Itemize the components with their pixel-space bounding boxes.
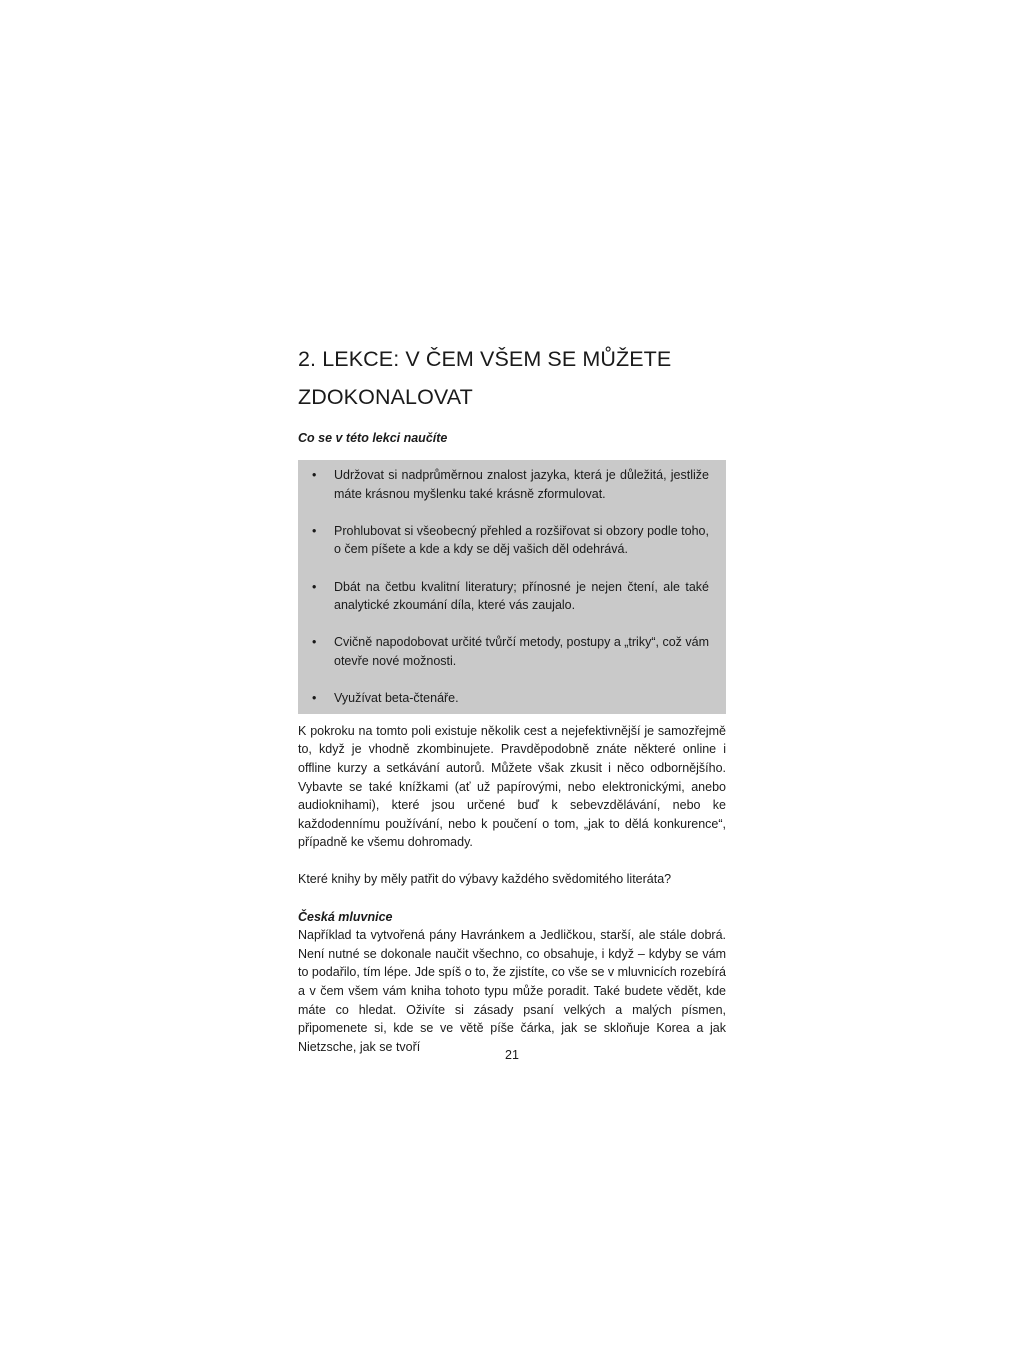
bullet-icon: • bbox=[312, 468, 317, 482]
goal-item bbox=[310, 522, 709, 559]
goal-item bbox=[310, 578, 709, 615]
goal-text: Udržovat si nadprůměrnou znalost jazyka, která je důležitá, jestliže máte krásnou myšlenku také krásně zformulovat. bbox=[334, 468, 709, 501]
learn-heading: Co se v této lekci naučíte bbox=[298, 431, 448, 445]
chapter-title-line-1: 2. LEKCE: V ČEM VŠEM SE MŮŽETE bbox=[298, 347, 672, 371]
body-paragraph-2: Které knihy by měly patřit do výbavy každého svědomitého literáta? bbox=[298, 872, 672, 887]
chapter-title bbox=[298, 340, 726, 416]
book-page bbox=[298, 340, 726, 1056]
bullet-icon: • bbox=[312, 691, 317, 706]
goal-text: Dbát na četbu kvalitní literatury; přínosné je nejen čtení, ale také analytické zkoumání díla, které vás zaujalo. bbox=[334, 579, 709, 613]
body-paragraph-1: K pokroku na tomto poli existuje několik cest a nejefektivnější je samozřejmě to, když je vhodně zkombinujete. Pravděpodobně znáte některé online i offline kurzy a setkávání autorů. Můžete však zkusit i něco odbornějšího. Vybavte se také knížkami (ať už papírovými, nebo elektronickými, anebo audioknihami), které jsou určené buď k sebevzdělávání, nebo ke každodennímu používání, nebo k poučení o tom, „jak to dělá konkurence“, případně ke všemu dohromady. bbox=[298, 723, 726, 850]
goal-text: Cvičně napodobovat určité tvůrčí metody, postupy a „triky“, což vám otevře nové možnosti. bbox=[334, 635, 709, 668]
chapter-title-line-2: ZDOKONALOVAT bbox=[298, 385, 473, 409]
goal-item bbox=[310, 689, 709, 708]
page-number: 21 bbox=[505, 1048, 519, 1062]
bullet-icon: • bbox=[312, 523, 317, 538]
goals-box bbox=[298, 460, 726, 714]
bullet-icon: • bbox=[312, 635, 317, 650]
goal-text: Využívat beta-čtenáře. bbox=[334, 691, 459, 706]
body-paragraph-3: Například ta vytvořená pány Havránkem a Jedličkou, starší, ale stále dobrá. Není nutné se dokonale naučit všechno, co obsahuje, i když – kdyby se vám to podařilo, tím lépe. Jde spíš o to, že zjistíte, co vše se v mluvnicích rozebírá a v čem všem vám kniha tohoto typu může poradit. Také budete vědět, kde máte co hledat. Oživíte si zásady psaní velkých a malých písmen, připomenete si, kde se ve větě píše čárka, jak se skloňuje Korea a jak Nietzsche, jak se tvoří bbox=[298, 928, 726, 1054]
section-heading: Česká mluvnice bbox=[298, 909, 393, 924]
goal-item bbox=[310, 466, 709, 503]
bullet-icon: • bbox=[312, 579, 317, 594]
goal-item bbox=[310, 633, 709, 670]
goal-text: Prohlubovat si všeobecný přehled a rozšiřovat si obzory podle toho, o čem píšete a kde a kdy se děj vašich děl odehrává. bbox=[334, 523, 709, 557]
